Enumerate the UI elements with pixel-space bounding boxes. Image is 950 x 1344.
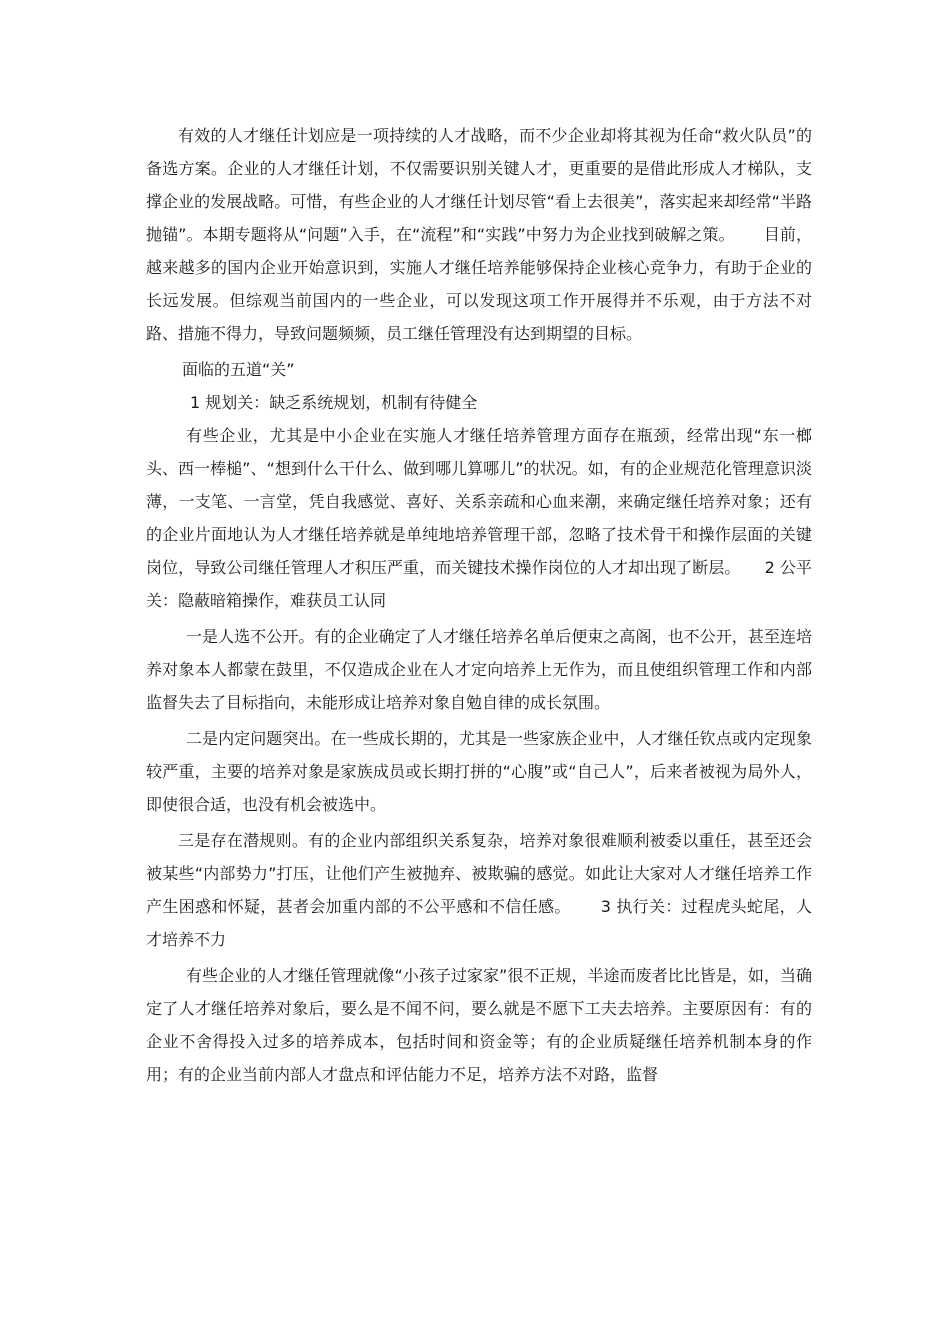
planning-barrier-paragraph: 有些企业，尤其是中小企业在实施人才继任培养管理方面存在瓶颈，经常出现“东一榔头、西一棒槌”、“想到什么干什么、做到哪儿算哪儿”的状况。如，有的企业规范化管理意识淡薄，一支笔、一言堂，凭自我感觉、喜好、关系亲疏和心血来潮，来确定继任培养对象；还有的企业片面地认为人才继任培养就是单纯地培养管理干部，忽略了技术骨干和操作层面的关键岗位，导致公司继任管理人才积压严重，而关键技术操作岗位的人才却出现了断层。 2 公平关：隐蔽暗箱操作，难获员工认同	[146, 426, 812, 610]
fairness-point-one-paragraph: 一是人选不公开。有的企业确定了人才继任培养名单后便束之高阁，也不公开，甚至连培养对象本人都蒙在鼓里，不仅造成企业在人才定向培养上无作为，而且使组织管理工作和内部监督失去了目标指向，未能形成让培养对象自勉自律的成长氛围。	[146, 627, 812, 712]
intro-paragraph: 有效的人才继任计划应是一项持续的人才战略，而不少企业却将其视为任命“救火队员”的备选方案。企业的人才继任计划，不仅需要识别关键人才，更重要的是借此形成人才梯队，支撑企业的发展战略。可惜，有些企业的人才继任计划尽管“看上去很美”，落实起来却经常“半路抛锚”。本期专题将从“问题”入手，在“流程”和“实践”中努力为企业找到破解之策。 目前，越来越多的国内企业开始意识到，实施人才继任培养能够保持企业核心竞争力，有助于企业的长远发展。但综观当前国内的一些企业，可以发现这项工作开展得并不乐观，由于方法不对路、措施不得力，导致问题频频，员工继任管理没有达到期望的目标。	[146, 126, 812, 343]
section-heading-five-barriers: 面临的五道“关”	[182, 360, 295, 379]
fairness-point-two-paragraph: 二是内定问题突出。在一些成长期的，尤其是一些家族企业中，人才继任钦点或内定现象较严重，主要的培养对象是家族成员或长期打拼的“心腹”或“自己人”，后来者被视为局外人，即使很合适，也没有机会被选中。	[146, 729, 812, 814]
document-body	[146, 119, 812, 1091]
execution-barrier-paragraph: 有些企业的人才继任管理就像“小孩子过家家”很不正规，半途而废者比比皆是，如，当确定了人才继任培养对象后，要么是不闻不问，要么就是不愿下工夫去培养。主要原因有：有的企业不舍得投入过多的培养成本，包括时间和资金等；有的企业质疑继任培养机制本身的作用；有的企业当前内部人才盘点和评估能力不足，培养方法不对路，监督	[146, 966, 812, 1084]
subheading-planning-barrier: 1 规划关：缺乏系统规划，机制有待健全	[190, 393, 478, 412]
fairness-point-three-paragraph: 三是存在潜规则。有的企业内部组织关系复杂，培养对象很难顺利被委以重任，甚至还会被某些“内部势力”打压，让他们产生被抛弃、被欺骗的感觉。如此让大家对人才继任培养工作产生困惑和怀疑，甚者会加重内部的不公平感和不信任感。 3 执行关：过程虎头蛇尾，人才培养不力	[146, 831, 812, 949]
